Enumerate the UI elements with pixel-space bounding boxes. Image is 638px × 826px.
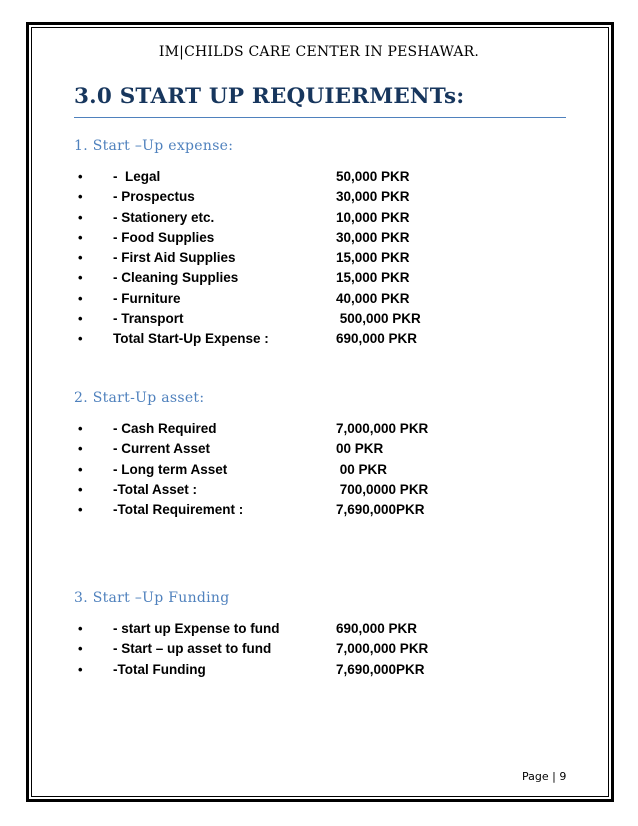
bullet-icon: • [78, 250, 83, 266]
item-label: Total Start-Up Expense : [113, 331, 269, 347]
bullet-icon: • [78, 421, 83, 436]
item-label: - Long term Asset [113, 461, 228, 477]
bullet-icon: • [78, 209, 83, 225]
heading-underline [74, 117, 566, 118]
item-amount: 10,000 PKR [336, 209, 410, 225]
item-label: - Cash Required [113, 421, 217, 436]
item-amount: 15,000 PKR [336, 250, 410, 266]
section-title-startup-expense: 1. Start –Up expense: [74, 138, 234, 154]
item-label: -Total Funding [113, 661, 206, 677]
bullet-icon: • [78, 502, 83, 518]
item-amount: 7,690,000PKR [336, 661, 425, 677]
page-number: Page | 9 [522, 770, 567, 783]
item-amount: 7,000,000 PKR [336, 421, 429, 436]
item-amount: 690,000 PKR [336, 331, 418, 347]
item-label: - First Aid Supplies [113, 250, 236, 266]
item-label: - start up Expense to fund [113, 621, 280, 636]
bullet-icon: • [78, 621, 83, 636]
bullet-icon: • [78, 229, 83, 245]
section-title-startup-asset: 2. Start-Up asset: [74, 390, 205, 406]
item-label: - Cleaning Supplies [113, 270, 239, 286]
item-label: - Food Supplies [113, 229, 215, 245]
page-heading: 3.0 START UP REQUIERMENTs: [74, 84, 465, 109]
bullet-icon: • [78, 461, 83, 477]
item-label: - Current Asset [113, 441, 211, 457]
bullet-icon: • [78, 290, 83, 306]
page-header: IM|CHILDS CARE CENTER IN PESHAWAR. [158, 44, 480, 60]
item-label: - Prospectus [113, 189, 195, 205]
bullet-icon: • [78, 441, 83, 457]
item-amount: 15,000 PKR [336, 270, 410, 286]
item-label: - Transport [113, 311, 184, 327]
bullet-icon: • [78, 331, 83, 347]
item-amount: 690,000 PKR [336, 621, 418, 636]
item-amount: 700,0000 PKR [336, 481, 429, 497]
item-amount: 00 PKR [336, 441, 384, 457]
item-label: - Furniture [113, 290, 181, 306]
section-title-startup-funding: 3. Start –Up Funding [74, 590, 230, 606]
bullet-icon: • [78, 641, 83, 657]
item-amount: 30,000 PKR [336, 229, 410, 245]
item-amount: 7,000,000 PKR [336, 641, 429, 657]
item-amount: 30,000 PKR [336, 189, 410, 205]
bullet-icon: • [78, 661, 83, 677]
item-amount: 50,000 PKR [336, 169, 410, 184]
bullet-icon: • [78, 189, 83, 205]
bullet-icon: • [78, 311, 83, 327]
item-label: -Total Asset : [113, 481, 198, 497]
item-amount: 7,690,000PKR [336, 502, 425, 518]
item-label: - Stationery etc. [113, 209, 215, 225]
item-amount: 00 PKR [336, 461, 388, 477]
item-label: -Total Requirement : [113, 502, 244, 518]
bullet-icon: • [78, 169, 83, 184]
item-label: - Start – up asset to fund [113, 641, 272, 657]
item-amount: 40,000 PKR [336, 290, 410, 306]
bullet-icon: • [78, 270, 83, 286]
item-amount: 500,000 PKR [336, 311, 421, 327]
item-label: - Legal [113, 169, 161, 184]
bullet-icon: • [78, 481, 83, 497]
